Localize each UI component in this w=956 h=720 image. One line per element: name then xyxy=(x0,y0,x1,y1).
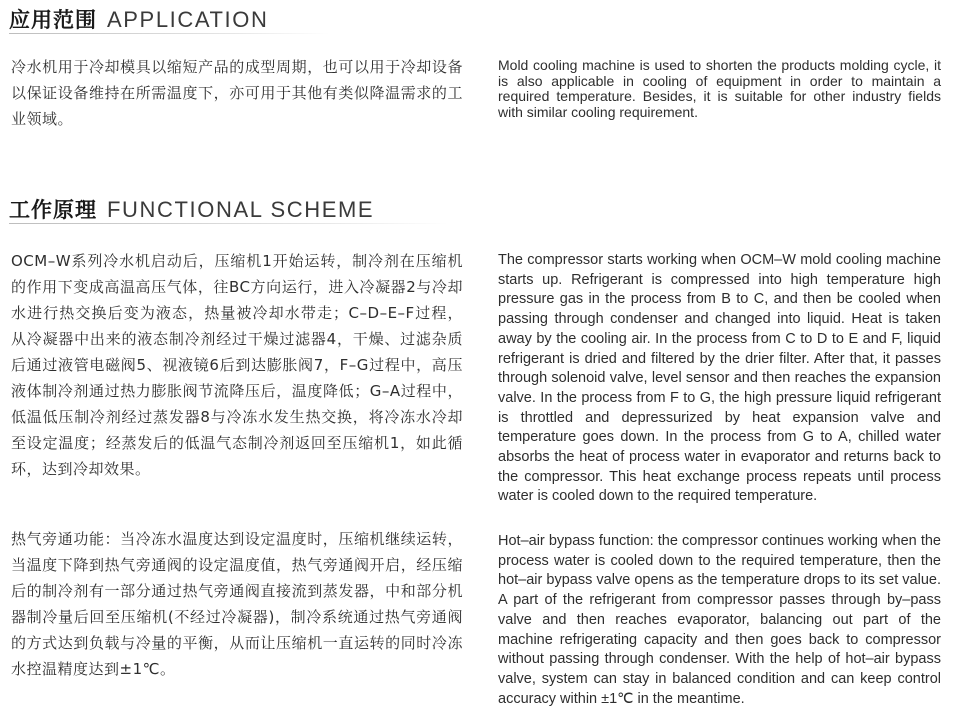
functional-scheme-title-en: FUNCTIONAL SCHEME xyxy=(107,197,375,222)
functional-scheme-text-zh-2: 热气旁通功能：当冷冻水温度达到设定温度时，压缩机继续运转，当温度下降到热气旁通阀的设定温度值，热气旁通阀开启，经压缩后的制冷剂有一部分通过热气旁通阀直接流到蒸发器，中和部分机器制冷量后回至压缩机(不经过冷凝器)，制冷系统通过热气旁通阀的方式达到负载与冷量的平衡，从而让压缩机一直运转的同时冷冻水控温精度达到±1℃。 xyxy=(11,530,463,678)
functional-scheme-text-zh-1: OCM–W系列冷水机启动后，压缩机1开始运转，制冷剂在压缩机的作用下变成高温高压气体，往BC方向运行，进入冷凝器2与冷却水进行热交换后变为液态，热量被冷却水带走；C–D–E–F过程，从冷凝器中出来的液态制冷剂经过干燥过滤器4，干燥、过滤杂质后通过液管电磁阀5、视液镜6后到达膨胀阀7，F–G过程中，高压液体制冷剂通过热力膨胀阀节流降压后，温度降低；G–A过程中，低温低压制冷剂经过蒸发器8与冷冻水发生热交换，将冷冻水冷却至设定温度；经蒸发后的低温气态制冷剂返回至压缩机1，如此循环，达到冷却效果。 xyxy=(11,252,463,478)
functional-scheme-text-en-2: Hot–air bypass function: the compressor continues working when the process water is cooled down to the required temperature, then the hot–air bypass valve opens as the temperature drops to its set value. A part of the refrigerant from compressor passes through by–pass valve and then reaches evaporator, balancing out part of the machine refrigerating capacity and then goes back to compressor without passing through condenser. With the help of hot–air bypass valve, system can stay in balanced condition and can keep control accuracy within ±1℃ in the meantime. xyxy=(498,533,941,707)
application-text-en: Mold cooling machine is used to shorten the products molding cycle, it is also applicable in cooling of equipment in order to maintain a required temperature. Besides, it is suitable for other industry fields with similar cooling requirement. xyxy=(498,57,941,120)
application-title-zh: 应用范围 xyxy=(9,8,97,32)
application-heading xyxy=(9,4,268,34)
functional-scheme-title-rule xyxy=(9,223,449,224)
functional-scheme-heading xyxy=(9,194,374,224)
application-title-en: APPLICATION xyxy=(107,7,269,32)
functional-scheme-title-zh: 工作原理 xyxy=(9,198,97,222)
functional-scheme-text-en-1: The compressor starts working when OCM–W mold cooling machine starts up. Refrigerant is compressed into high temperature high pressure gas in the process from B to C, and then be cooled when passing through condenser and changed into liquid. Heat is taken away by the cooling air. In the process from C to D to E and F, liquid refrigerant is dried and filtered by the drier filter. After that, it passes through solenoid valve, level sensor and then reaches the expansion valve. In the process from F to G, the high pressure liquid refrigerant is throttled and depressurized by heat expansion valve and temperature goes down. In the process from G to A, chilled water absorbs the heat of process water in evaporator and returns back to the compressor. This heat exchange process repeats until process water is cooled down to the required temperature. xyxy=(498,252,941,505)
application-text-zh: 冷水机用于冷却模具以缩短产品的成型周期，也可以用于冷却设备以保证设备维持在所需温度下，亦可用于其他有类似降温需求的工业领域。 xyxy=(11,58,463,128)
application-title-rule xyxy=(9,33,329,34)
